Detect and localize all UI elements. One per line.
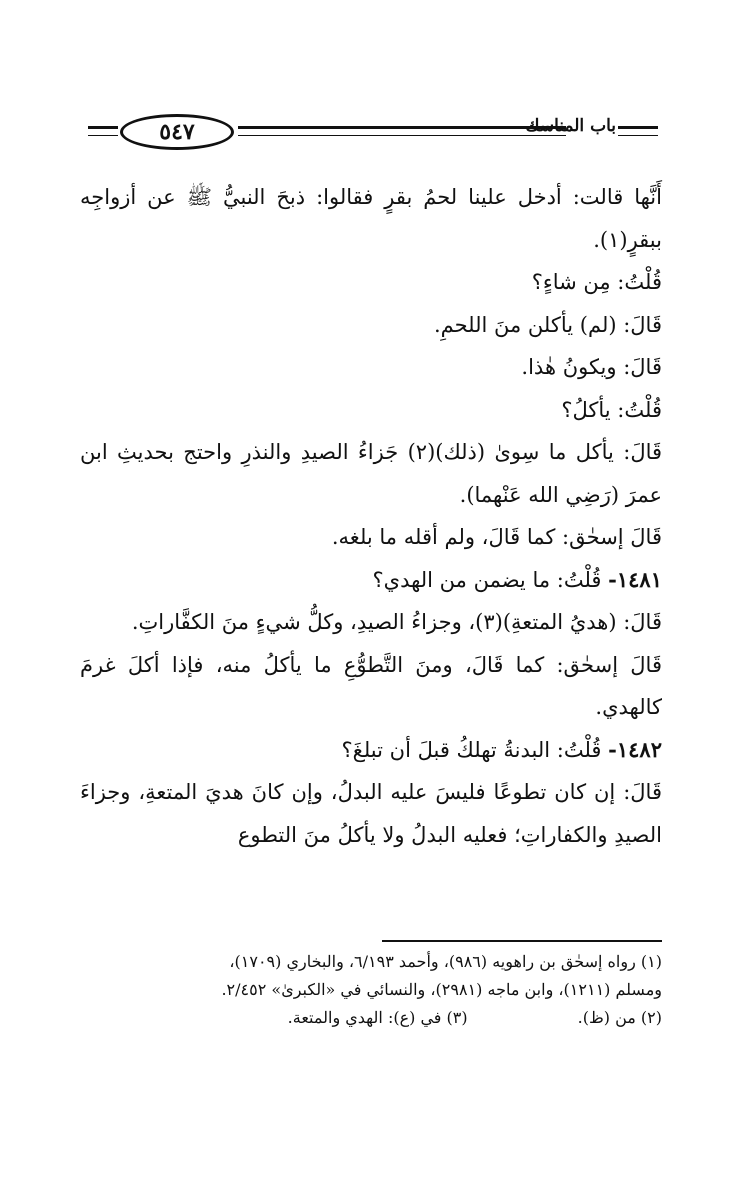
text-paragraph: قَالَ إسحٰق: كما قَالَ، ولم أقله ما بلغه. bbox=[331, 525, 662, 549]
running-title: باب المناسك bbox=[525, 116, 616, 136]
main-text bbox=[80, 176, 662, 856]
footnote-line: ومسلم (١٢١١)، وابن ماجه (٢٩٨١)، والنسائي في «الكبرىٰ» ٢/٤٥٢. bbox=[221, 980, 662, 999]
footnote-3: (٣) في (ع): الهدي والمتعة. bbox=[287, 1008, 468, 1027]
footnote-separator bbox=[382, 940, 662, 942]
text-paragraph: قَالَ: يأكل ما سِوىٰ (ذلك)(٢) جَزاءُ الصيدِ والنذرِ واحتج بحديثِ ابن عمرَ (رَضِي الله عَنْهما). bbox=[80, 440, 663, 507]
text-paragraph: قُلْتُ: يأكلُ؟ bbox=[561, 397, 662, 422]
ishaq-1481: قَالَ إسحٰق: كما قَالَ، ومنَ التَّطوُّعِ ما يأكلُ منه، فإذا أكلَ غرمَ كالهدي. bbox=[80, 652, 662, 719]
text-paragraph: أَنَّها قالت: أدخل علينا لحمُ بقرٍ فقالوا: ذبحَ النبيُّ ﷺ عن أزواجِه ببقرٍ(١). bbox=[80, 185, 662, 252]
text-paragraph: قَالَ: (لم) يأكلن منَ اللحمِ. bbox=[433, 312, 662, 337]
footnote-line bbox=[80, 1004, 662, 1032]
question-text: قُلْتُ: ما يضمن من الهدي؟ bbox=[372, 567, 602, 592]
page-number-badge bbox=[120, 114, 234, 150]
question-1482 bbox=[80, 729, 662, 772]
text-paragraph: قُلْتُ: مِن شاءٍ؟ bbox=[531, 270, 662, 294]
question-number: ١٤٨٢- bbox=[608, 736, 662, 762]
page-header bbox=[88, 114, 658, 158]
footnotes bbox=[80, 948, 662, 1032]
question-text: قُلْتُ: البدنةُ تهلكُ قبلَ أن تبلغَ؟ bbox=[341, 737, 602, 762]
page-number: ٥٤٧ bbox=[159, 119, 195, 145]
question-number: ١٤٨١- bbox=[608, 566, 662, 592]
text-paragraph: قَالَ: ويكونُ هٰذا. bbox=[521, 355, 662, 379]
question-1481 bbox=[80, 559, 662, 602]
header-rule-middle bbox=[238, 126, 566, 136]
header-rule-left bbox=[88, 126, 118, 136]
footnote-line: (١) رواه إسحٰق بن راهويه (٩٨٦)، وأحمد ٦/١٩٣، والبخاري (١٧٠٩)، bbox=[229, 952, 662, 971]
answer-1482: قَالَ: إن كان تطوعًا فليسَ عليه البدلُ، وإن كانَ هديَ المتعةِ، وجزاءَ الصيدِ والكفاراتِ؛ فعليه البدلُ ولا يأكلُ منَ التطوع bbox=[80, 780, 662, 847]
footnote-2: (٢) من (ظ). bbox=[577, 1008, 662, 1027]
header-rule-right bbox=[618, 126, 658, 136]
answer-1481: قَالَ: (هديُ المتعةِ)(٣)، وجزاءُ الصيدِ، وكلُّ شيءٍ منَ الكفَّاراتِ. bbox=[131, 610, 662, 634]
